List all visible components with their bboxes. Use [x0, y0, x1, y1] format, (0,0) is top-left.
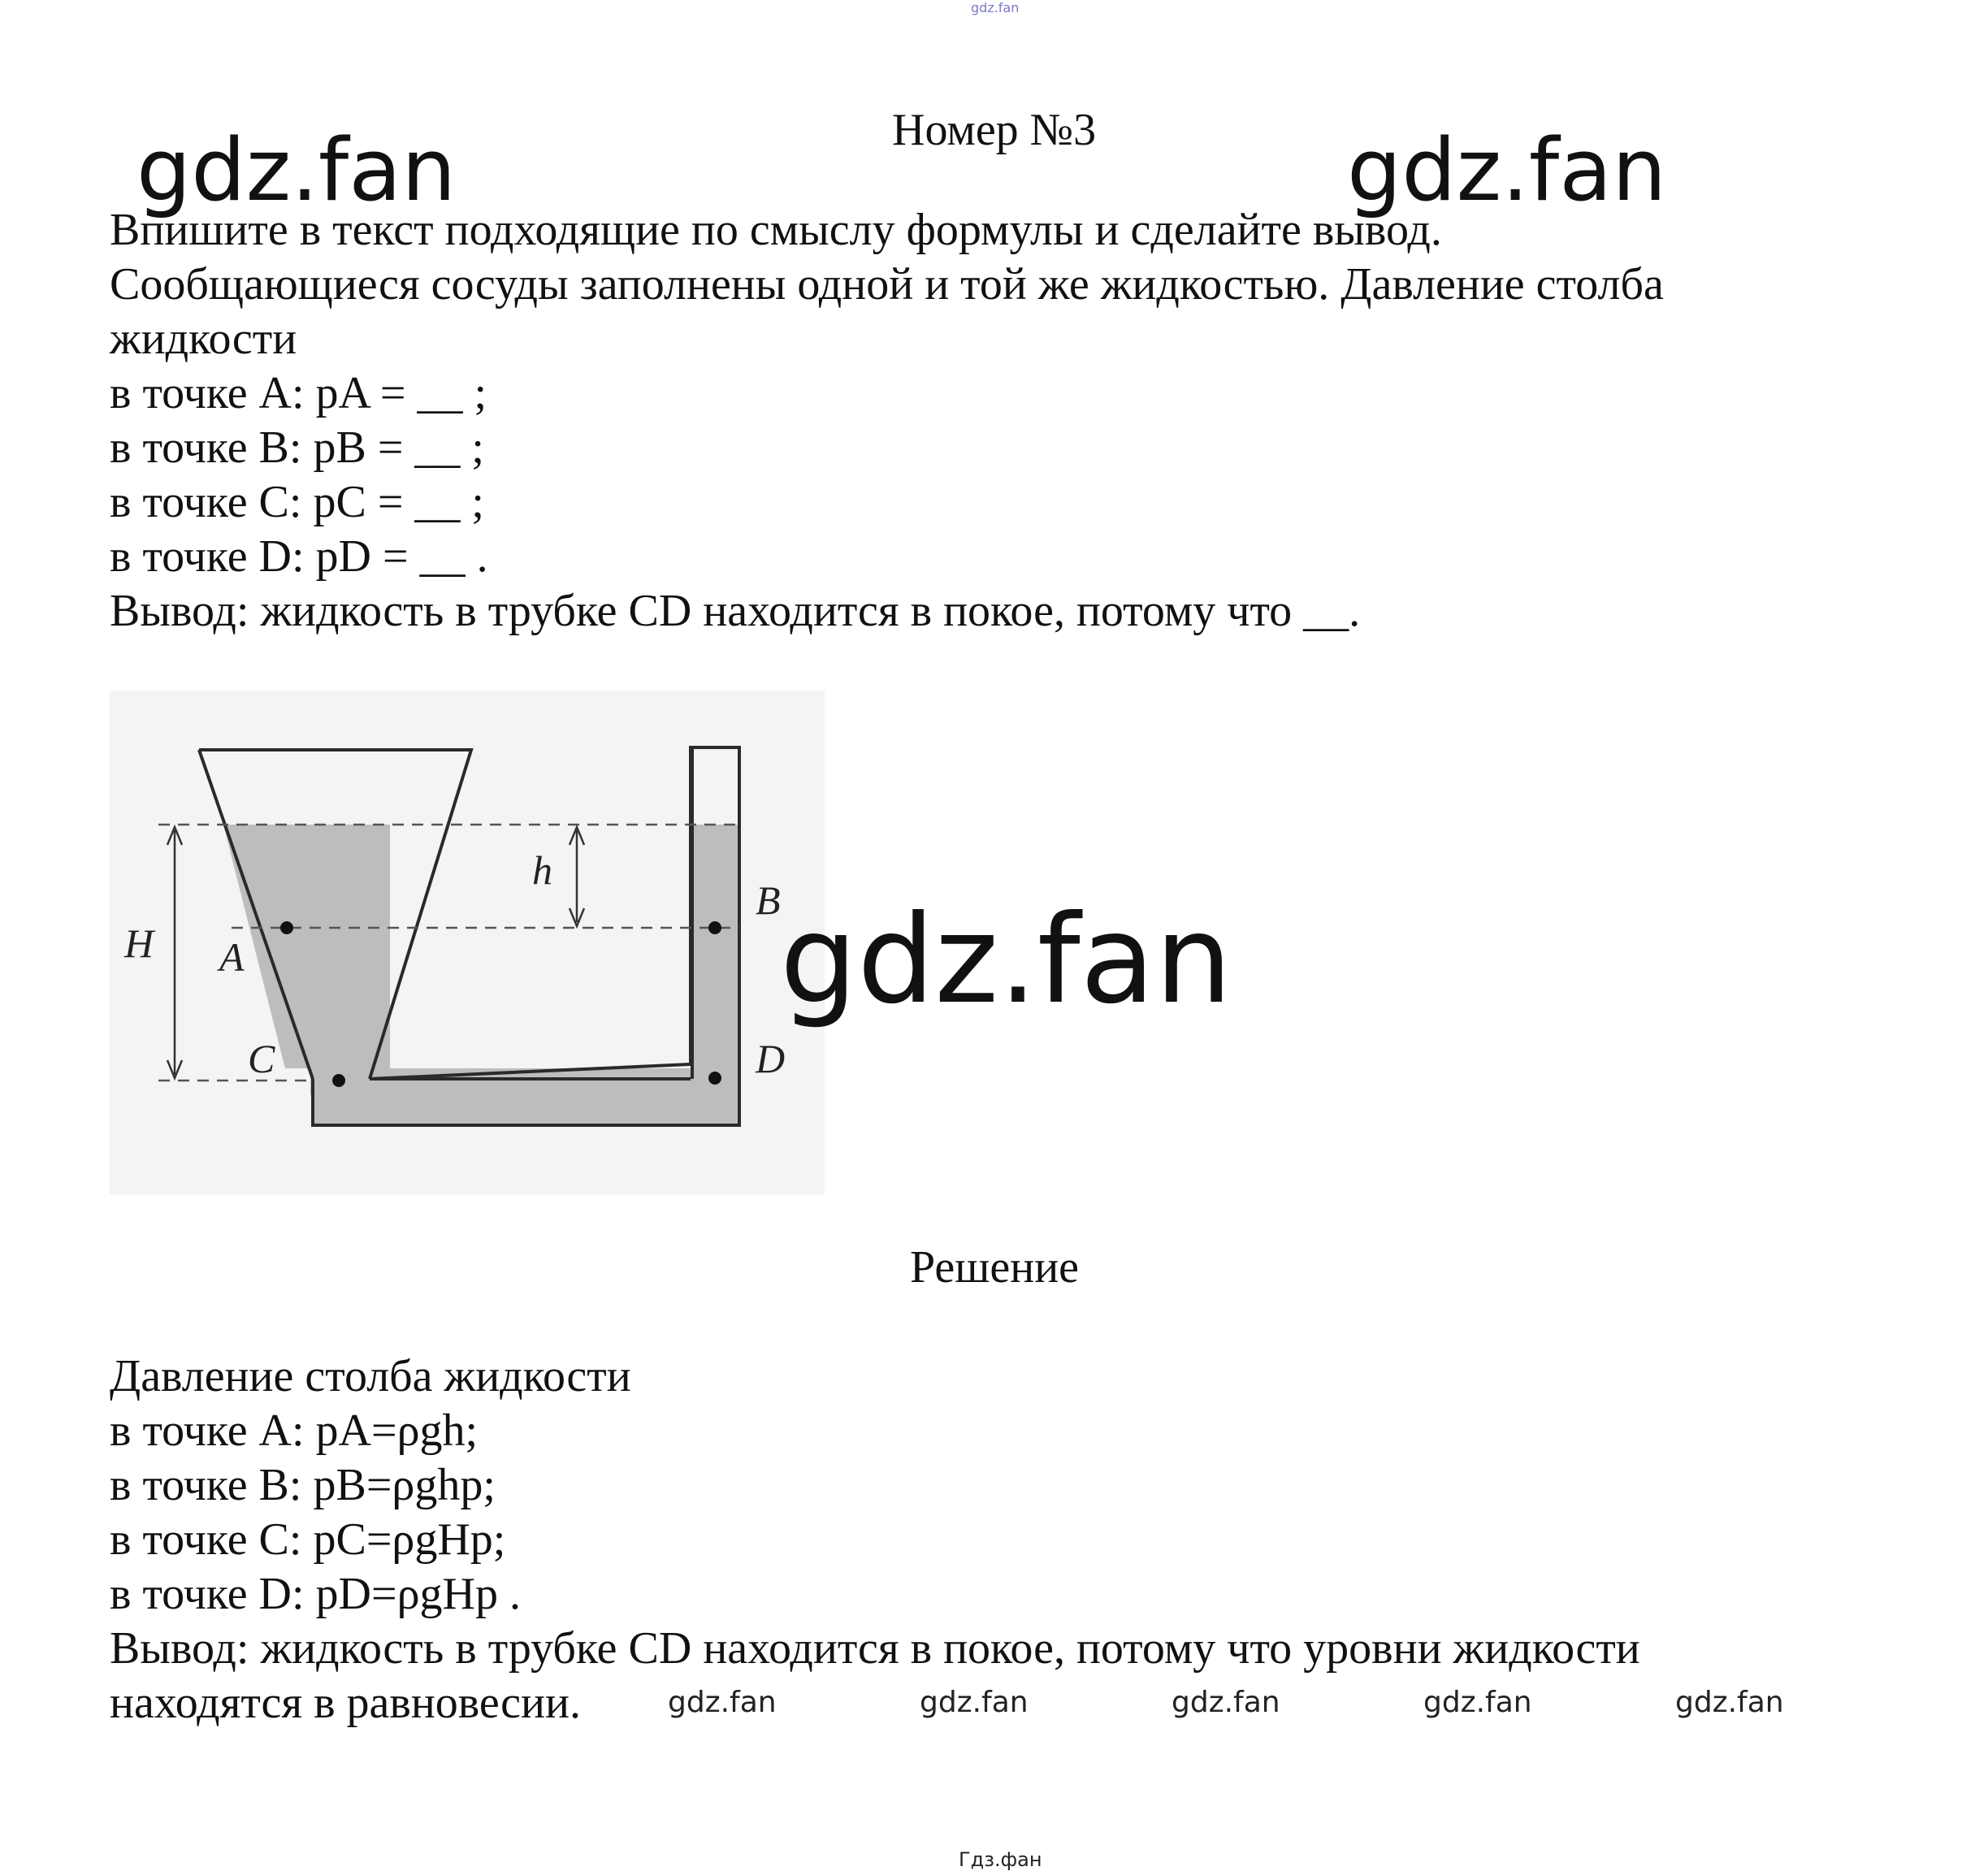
label-B: B — [756, 877, 781, 923]
label-A: A — [219, 934, 245, 980]
watermark-bottom: gdz.fan — [1423, 1686, 1532, 1719]
task-line: в точке B: pB = __ ; — [110, 422, 484, 473]
label-h: h — [532, 847, 552, 893]
bottom-tube-liquid — [314, 1081, 738, 1124]
solution-line: в точке A: pA=ρgh; — [110, 1405, 479, 1456]
communicating-vessels-figure — [110, 691, 825, 1194]
solution-line: Давление столба жидкости — [110, 1351, 631, 1401]
label-C: C — [248, 1036, 275, 1081]
point-D — [708, 1072, 721, 1085]
task-line: Впишите в текст подходящие по смыслу формулы и сделайте вывод. — [110, 205, 1442, 255]
solution-line: в точке B: pB=ρghр; — [110, 1460, 496, 1510]
solution-line: в точке D: pD=ρgHр . — [110, 1569, 521, 1619]
task-line: жидкости — [110, 314, 297, 364]
watermark-over-figure: gdz.fan — [780, 890, 1232, 1031]
page-title: Номер №3 — [892, 105, 1097, 155]
watermark-top-right: gdz.fan — [1347, 120, 1667, 220]
label-D: D — [756, 1036, 786, 1081]
watermark-top-left: gdz.fan — [136, 120, 457, 220]
watermark-bottom: gdz.fan — [1172, 1686, 1280, 1719]
label-H: H — [124, 920, 154, 966]
solution-line: находятся в равновесии. — [110, 1678, 581, 1728]
watermark-bottom: gdz.fan — [668, 1686, 777, 1719]
task-line: в точке C: pC = __ ; — [110, 477, 484, 527]
point-A — [280, 921, 293, 934]
point-B — [708, 921, 721, 934]
task-line: в точке D: pD = __ . — [110, 531, 488, 582]
task-line: в точке A: pA = __ ; — [110, 368, 487, 418]
watermark-bottom: gdz.fan — [1675, 1686, 1784, 1719]
watermark-bottom: gdz.fan — [920, 1686, 1029, 1719]
footer-text: Гдз.фан — [959, 1848, 1042, 1871]
point-C — [332, 1074, 345, 1087]
solution-heading: Решение — [910, 1242, 1080, 1293]
tiny-watermark: gdz.fan — [971, 0, 1020, 15]
task-line: Вывод: жидкость в трубке CD находится в покое, потому что __. — [110, 586, 1361, 636]
solution-line: Вывод: жидкость в трубке CD находится в покое, потому что уровни жидкости — [110, 1623, 1640, 1674]
task-line: Сообщающиеся сосуды заполнены одной и той же жидкостью. Давление столба — [110, 259, 1664, 310]
solution-line: в точке C: pC=ρgHр; — [110, 1514, 506, 1565]
